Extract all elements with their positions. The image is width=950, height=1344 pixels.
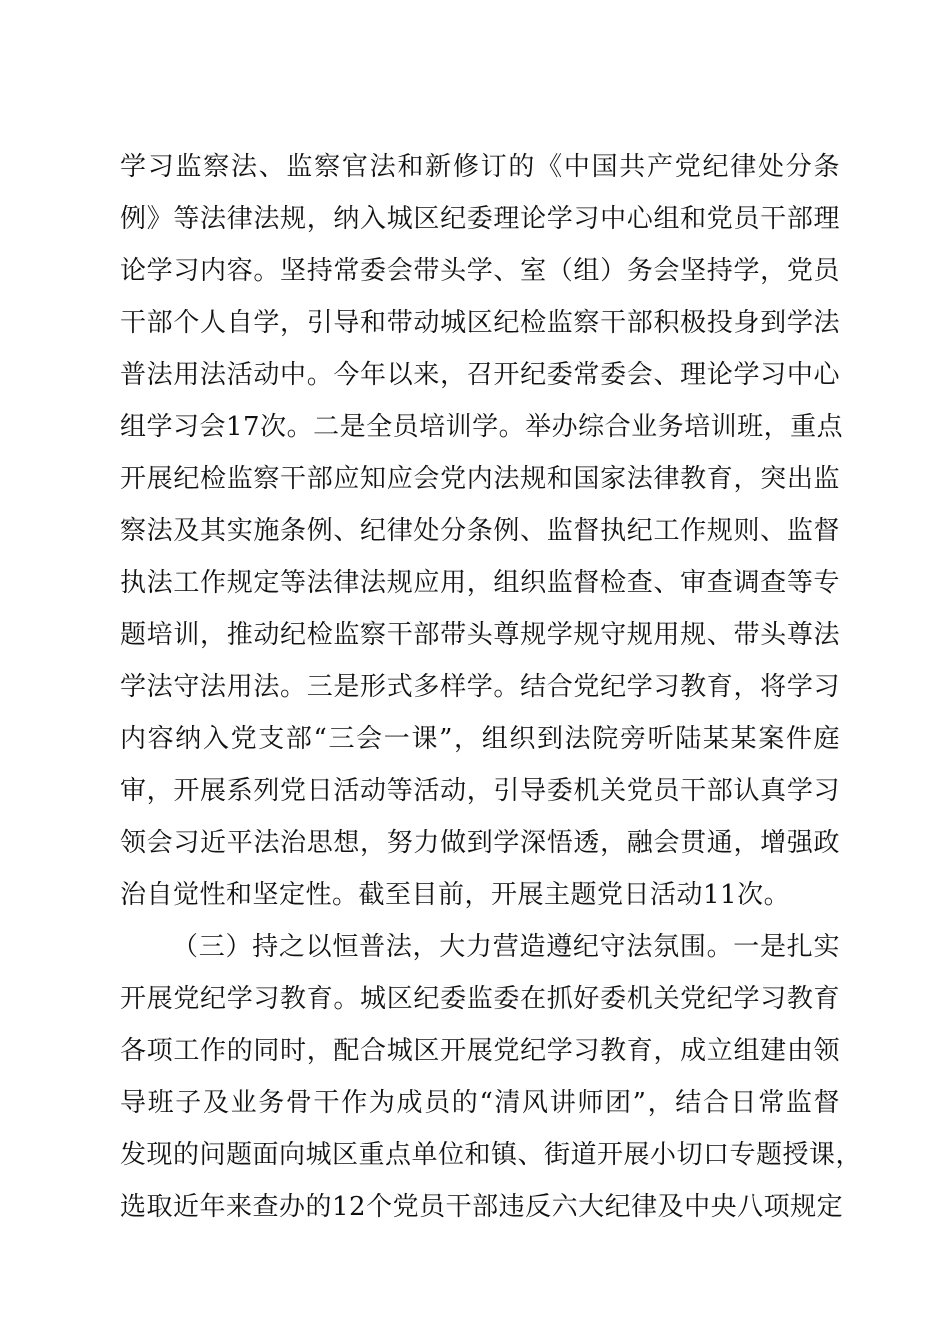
text-line-7: 开展纪检监察干部应知应会党内法规和国家法律教育，突出监	[120, 464, 840, 494]
text-line-11: 学法守法用法。三是形式多样学。结合党纪学习教育，将学习	[120, 672, 840, 702]
text-line-10: 题培训，推动纪检监察干部带头尊规学规守规用规、带头尊法	[120, 620, 840, 650]
text-line-17: 开展党纪学习教育。城区纪委监委在抓好委机关党纪学习教育	[120, 984, 840, 1014]
text-line-20: 发现的问题面向城区重点单位和镇、街道开展小切口专题授课，	[120, 1140, 863, 1170]
text-line-4: 干部个人自学，引导和带动城区纪检监察干部积极投身到学法	[120, 308, 840, 338]
text-line-1: 学习监察法、监察官法和新修订的《中国共产党纪律处分条	[120, 152, 840, 182]
text-line-8: 察法及其实施条例、纪律处分条例、监督执纪工作规则、监督	[120, 516, 840, 546]
body-text	[120, 141, 863, 1233]
text-line-21: 选取近年来查办的12个党员干部违反六大纪律及中央八项规定	[120, 1192, 844, 1222]
text-line-2: 例》等法律法规，纳入城区纪委理论学习中心组和党员干部理	[120, 204, 840, 234]
text-line-14: 领会习近平法治思想，努力做到学深悟透，融会贯通，增强政	[120, 828, 840, 858]
text-line-6: 组学习会17次。二是全员培训学。举办综合业务培训班，重点	[120, 412, 844, 442]
text-line-5: 普法用法活动中。今年以来，召开纪委常委会、理论学习中心	[120, 360, 840, 390]
text-line-9: 执法工作规定等法律法规应用，组织监督检查、审查调查等专	[120, 568, 840, 598]
text-line-18: 各项工作的同时，配合城区开展党纪学习教育，成立组建由领	[120, 1036, 840, 1066]
text-line-19: 导班子及业务骨干作为成员的“清风讲师团”，结合日常监督	[120, 1088, 840, 1118]
text-line-3: 论学习内容。坚持常委会带头学、室（组）务会坚持学，党员	[120, 256, 840, 286]
text-line-15: 治自觉性和坚定性。截至目前，开展主题党日活动11次。	[120, 880, 791, 910]
text-line-13: 审，开展系列党日活动等活动，引导委机关党员干部认真学习	[120, 776, 840, 806]
text-line-12: 内容纳入党支部“三会一课”，组织到法院旁听陆某某案件庭	[120, 724, 840, 754]
section-heading-line: （三）持之以恒普法，大力营造遵纪守法氛围。一是扎实	[172, 932, 840, 962]
